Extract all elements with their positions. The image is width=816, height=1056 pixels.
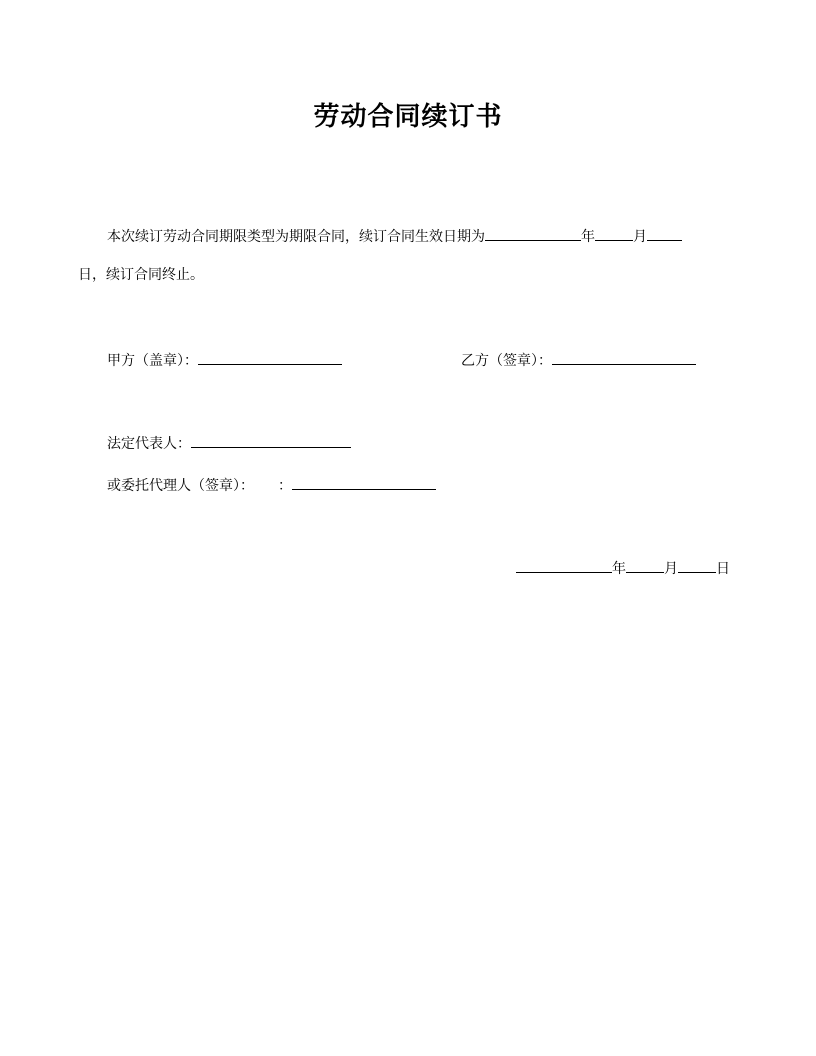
legal-rep-label: 法定代表人： [107,436,191,452]
legal-rep-blank[interactable] [191,431,351,448]
document-title: 劳动合同续订书 [313,102,503,132]
year-label: 年 [581,229,595,245]
signing-month-blank[interactable] [626,556,664,573]
agent-blank[interactable] [292,473,436,490]
effective-day-blank[interactable] [647,224,682,241]
signing-year-label: 年 [612,561,626,577]
signing-day-label: 日 [716,561,730,577]
party-b-blank[interactable] [552,348,696,365]
signing-date [516,556,730,579]
signing-month-label: 月 [664,561,678,577]
signing-day-blank[interactable] [678,556,716,573]
renewal-text: 本次续订劳动合同期限类型为期限合同，续订合同生效日期为 [107,229,485,245]
agent-colon: ： [278,478,292,494]
agent-signature [107,473,436,496]
effective-month-blank[interactable] [595,224,633,241]
party-a-label: 甲方（盖章）： [107,353,198,369]
party-a-blank[interactable] [198,348,342,365]
effective-year-blank[interactable] [485,224,581,241]
party-a-signature [107,348,342,371]
party-b-signature [461,348,696,371]
signing-year-blank[interactable] [516,556,612,573]
renewal-sentence-end: 日，续订合同终止。 [78,267,204,283]
month-label: 月 [633,229,647,245]
party-b-label: 乙方（签章）： [461,353,552,369]
agent-label: 或委托代理人（签章）： [107,478,254,494]
legal-rep-signature [107,431,351,454]
renewal-sentence [107,224,682,247]
